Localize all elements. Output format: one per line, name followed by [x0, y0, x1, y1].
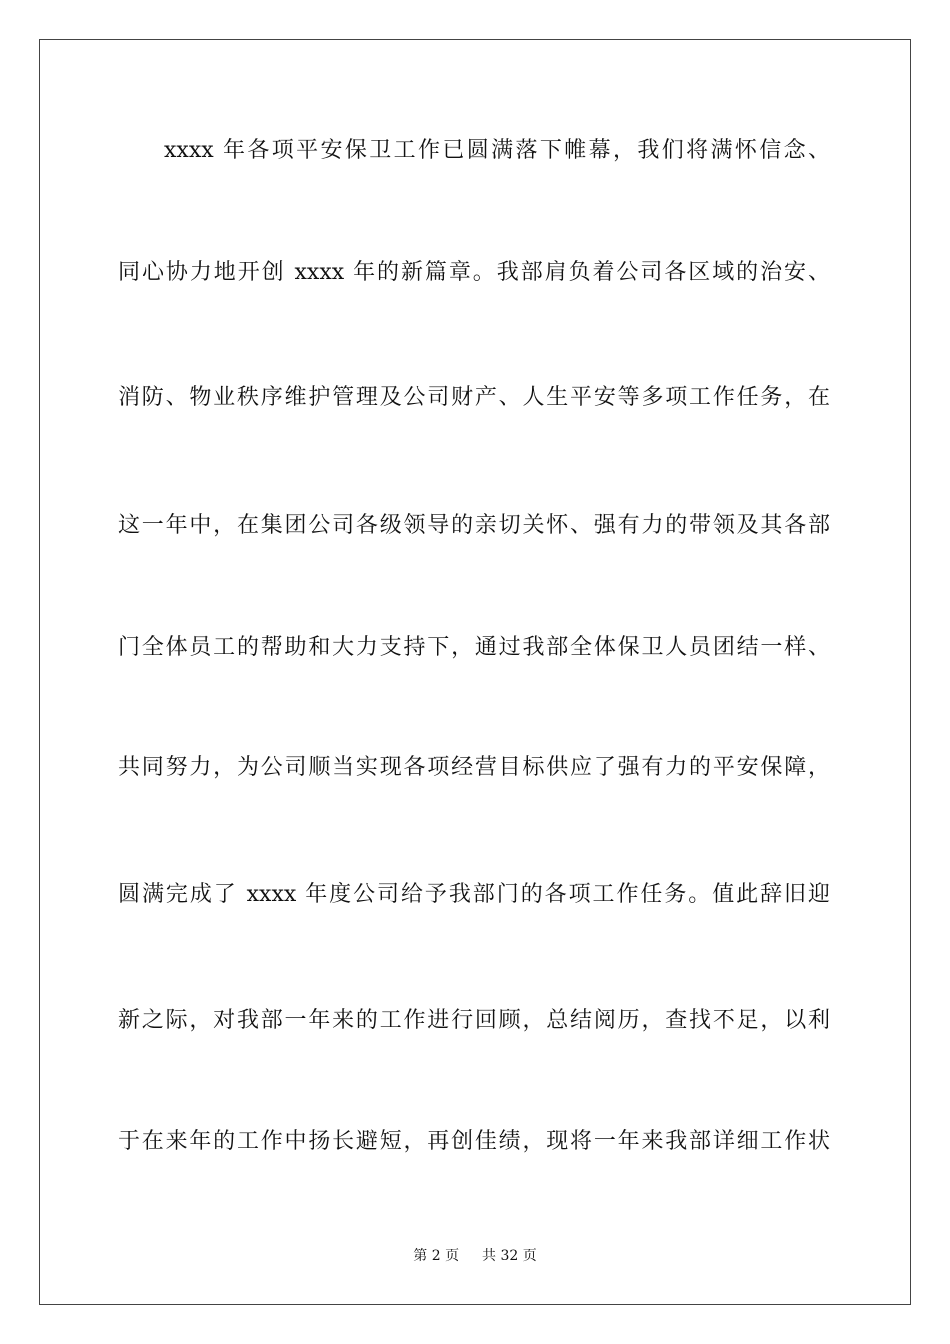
paragraph-line-4: 这一年中，在集团公司各级领导的亲切关怀、强有力的带领及其各部	[118, 513, 830, 538]
total-pages: 共 32 页	[482, 1248, 537, 1264]
paragraph-line-8: 新之际，对我部一年来的工作进行回顾，总结阅历，查找不足，以利	[118, 1008, 830, 1033]
paragraph-line-7: 圆满完成了 xxxx 年度公司给予我部门的各项工作任务。值此辞旧迎	[118, 882, 830, 907]
paragraph-line-2: 同心协力地开创 xxxx 年的新篇章。我部肩负着公司各区域的治安、	[118, 260, 830, 285]
page-frame	[39, 39, 911, 1305]
paragraph-line-9: 于在来年的工作中扬长避短，再创佳绩，现将一年来我部详细工作状	[118, 1129, 830, 1154]
paragraph-line-5: 门全体员工的帮助和大力支持下，通过我部全体保卫人员团结一样、	[118, 635, 830, 660]
paragraph-line-6: 共同努力，为公司顺当实现各项经营目标供应了强有力的平安保障，	[118, 755, 830, 780]
page-footer	[0, 1246, 950, 1266]
paragraph-line-1: xxxx 年各项平安保卫工作已圆满落下帷幕，我们将满怀信念、	[164, 138, 830, 163]
paragraph-line-3: 消防、物业秩序维护管理及公司财产、人生平安等多项工作任务，在	[118, 385, 830, 410]
page-number: 第 2 页	[413, 1248, 460, 1264]
